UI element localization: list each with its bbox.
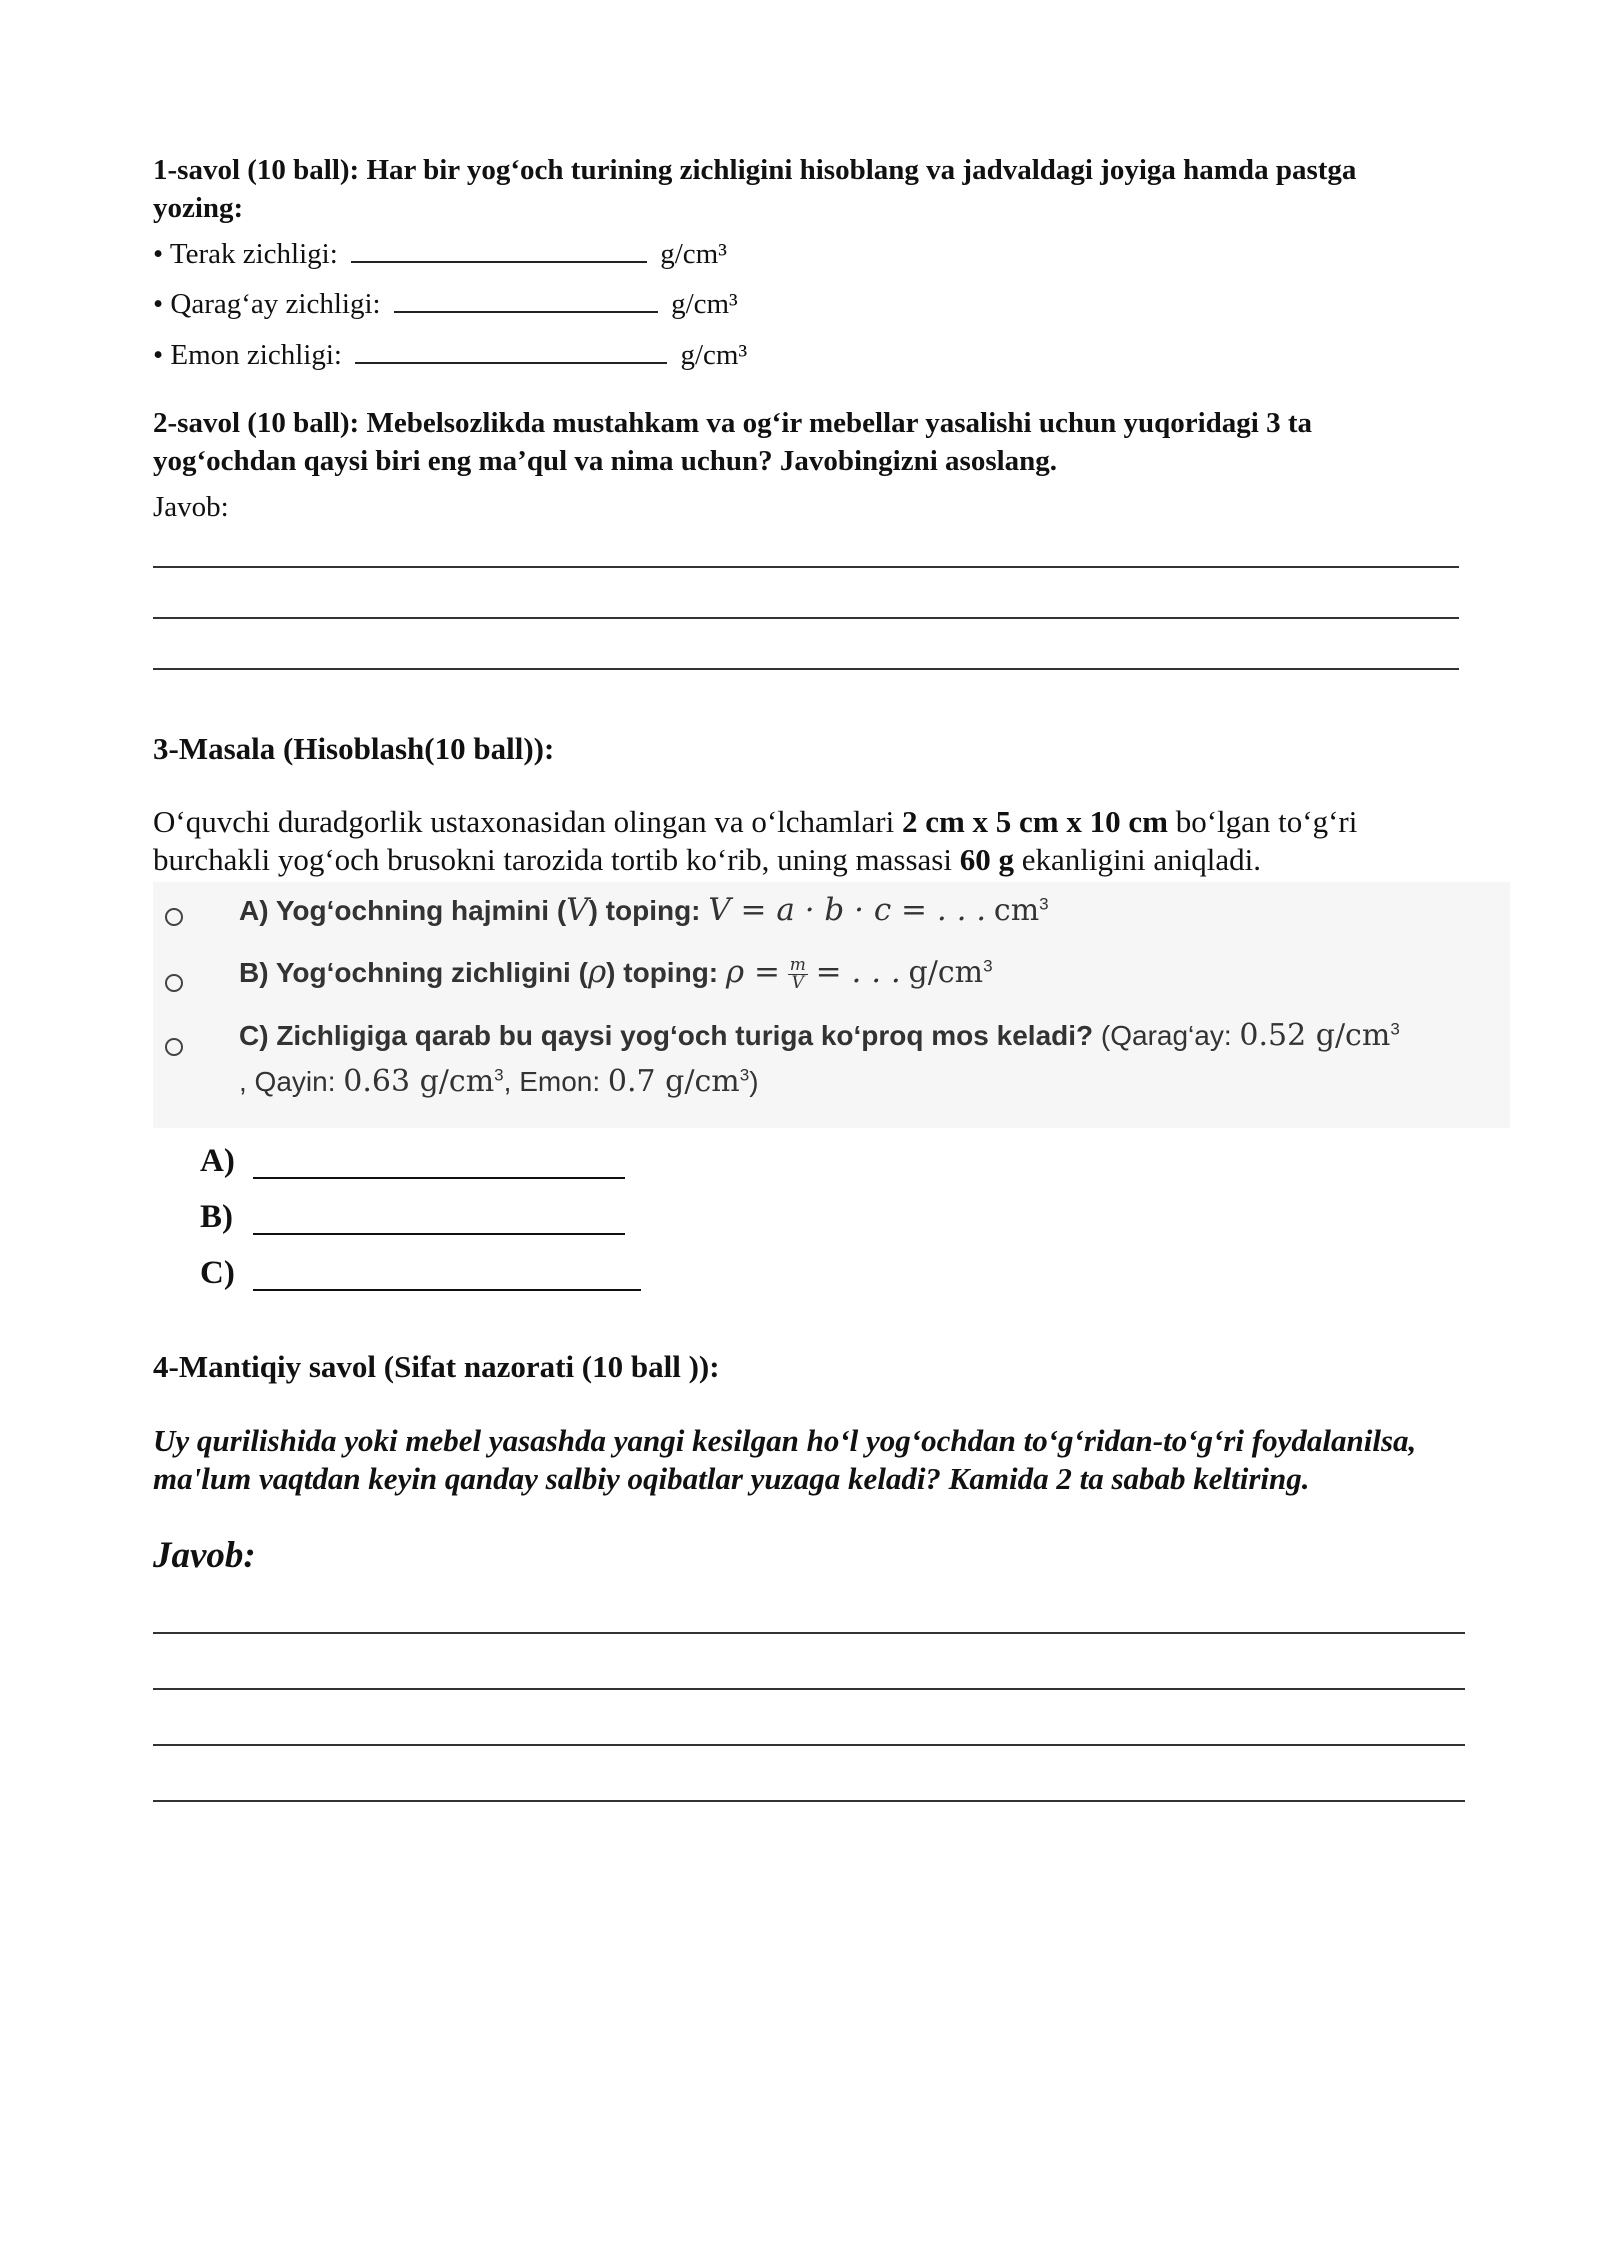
task-b-var: ρ <box>587 954 607 990</box>
circle-bullet-icon <box>165 1038 183 1056</box>
fraction-denominator: V <box>791 973 804 994</box>
task-b-label: B) Yog‘ochning zichligini ( <box>239 957 588 988</box>
q1-item-unit: g/cm³ <box>680 339 748 371</box>
q3-mass: 60 g <box>959 842 1014 877</box>
q1-item-unit: g/cm³ <box>671 288 738 320</box>
fraction-numerator: m <box>789 955 806 976</box>
density-qayin: 0.63 g/cm <box>343 1064 495 1099</box>
q4-text-line1: Uy qurilishida yoki mebel yasashda yangi kesilgan ho‘l yog‘ochdan to‘g‘ridan-to‘g‘ri foydalanilsa, <box>153 1423 1417 1458</box>
q1-item-emon <box>153 336 1473 374</box>
q2-answer-line-3[interactable] <box>153 668 1459 670</box>
q3-answer-b-label: B) <box>200 1199 233 1235</box>
q3-answer-c-line[interactable] <box>253 1289 641 1291</box>
q3-task-c-line1 <box>239 1018 1596 1053</box>
answer-blank[interactable] <box>351 235 647 263</box>
task-a-var: V <box>566 892 589 928</box>
q3-problem-text <box>153 803 1473 879</box>
q1-item-terak <box>153 235 1473 273</box>
q4-title: 4-Mantiqiy savol (Sifat nazorati (10 ball )): <box>153 1349 720 1384</box>
task-c-text: , Emon: <box>503 1066 608 1097</box>
q3-task-c-line2 <box>239 1064 1596 1099</box>
q1-item-qaragay <box>153 285 1473 323</box>
task-a-label: A) Yog‘ochning hajmini ( <box>239 895 567 926</box>
task-a-mid: ) toping: <box>588 895 709 926</box>
q1-item-unit: g/cm³ <box>660 238 727 270</box>
q1-title-line1: 1-savol (10 ball): Har bir yog‘och turining zichligini hisoblang va jadvaldagi joyiga hamda pastga <box>153 154 1357 186</box>
density-emon: 0.7 g/cm <box>607 1064 740 1099</box>
q3-answer-c-label: C) <box>200 1255 235 1291</box>
q4-answer-line-3[interactable] <box>153 1744 1465 1746</box>
task-c-text: , Qayin: <box>239 1066 344 1097</box>
circle-bullet-icon <box>165 908 183 926</box>
q3-tasks-panel <box>153 882 1510 1128</box>
q4-question-text <box>153 1422 1473 1498</box>
q3-title: 3-Masala (Hisoblash(10 ball)): <box>153 731 555 766</box>
q4-text-line2: ma'lum vaqtdan keyin qanday salbiy oqibatlar yuzaga keladi? Kamida 2 ta sabab keltiring. <box>153 1461 1310 1496</box>
superscript: 3 <box>1039 894 1049 914</box>
task-c-text: ) <box>749 1066 759 1097</box>
task-a-unit: cm <box>993 893 1040 928</box>
superscript: 3 <box>739 1065 750 1085</box>
q2-title-line2: yog‘ochdan qaysi biri eng ma’qul va nima uchun? Javobingizni asoslang. <box>153 445 1058 477</box>
circle-bullet-icon <box>165 974 183 992</box>
q3-text: burchakli yog‘och brusokni tarozida tortib ko‘rib, uning massasi <box>153 842 960 877</box>
density-qaragay: 0.52 g/cm <box>1239 1018 1391 1053</box>
answer-blank[interactable] <box>355 336 667 364</box>
q1-title-line2: yozing: <box>153 192 244 224</box>
task-c-text: (Qarag‘ay: <box>1093 1020 1240 1051</box>
q2-answer-line-1[interactable] <box>153 566 1459 568</box>
q4-answer-line-2[interactable] <box>153 1688 1465 1690</box>
q3-text: bo‘lgan to‘g‘ri <box>1167 804 1358 839</box>
q4-answer-line-1[interactable] <box>153 1632 1465 1634</box>
q2-title-line1: 2-savol (10 ball): Mebelsozlikda mustahkam va og‘ir mebellar yasalishi uchun yuqoridagi 3 ta <box>153 407 1313 439</box>
q3-answer-a-line[interactable] <box>253 1177 625 1179</box>
superscript: 3 <box>494 1065 504 1085</box>
task-c-label: C) Zichligiga qarab bu qaysi yog‘och turiga ko‘proq mos keladi? <box>239 1020 1094 1051</box>
q1-title <box>153 151 1473 227</box>
q1-item-label: • Qarag‘ay zichligi: <box>153 288 381 320</box>
q1-item-label: • Terak zichligi: <box>153 238 338 270</box>
q2-answer-label: Javob: <box>153 491 229 523</box>
superscript: 3 <box>983 956 993 976</box>
q3-task-b <box>239 954 1596 992</box>
superscript: 3 <box>1390 1019 1400 1039</box>
task-b-mid: ) toping: <box>606 957 726 988</box>
q3-answer-b-line[interactable] <box>253 1233 625 1235</box>
q3-text-line1 <box>153 803 1473 841</box>
q3-task-a <box>239 892 1596 928</box>
q4-answer-label: Javob: <box>153 1535 256 1576</box>
q3-text-line2 <box>153 841 1473 879</box>
q2-title <box>153 404 1473 480</box>
q2-answer-line-2[interactable] <box>153 617 1459 619</box>
task-b-rho: ρ = <box>725 954 780 990</box>
q3-text: ekanligini aniqladi. <box>1013 842 1262 877</box>
q1-item-label: • Emon zichligi: <box>153 339 342 371</box>
task-b-rest: = . . . <box>815 954 901 990</box>
q3-answer-a-label: A) <box>200 1143 235 1179</box>
task-a-formula: V = a · b · c = . . . <box>708 892 987 928</box>
q4-answer-line-4[interactable] <box>153 1800 1465 1802</box>
mass-over-volume-fraction <box>788 957 808 992</box>
answer-blank[interactable] <box>394 285 658 313</box>
q3-dimensions: 2 cm x 5 cm x 10 cm <box>901 804 1168 839</box>
task-b-unit: g/cm <box>908 955 984 990</box>
q3-text: O‘quvchi duradgorlik ustaxonasidan olingan va o‘lchamlari <box>153 804 902 839</box>
